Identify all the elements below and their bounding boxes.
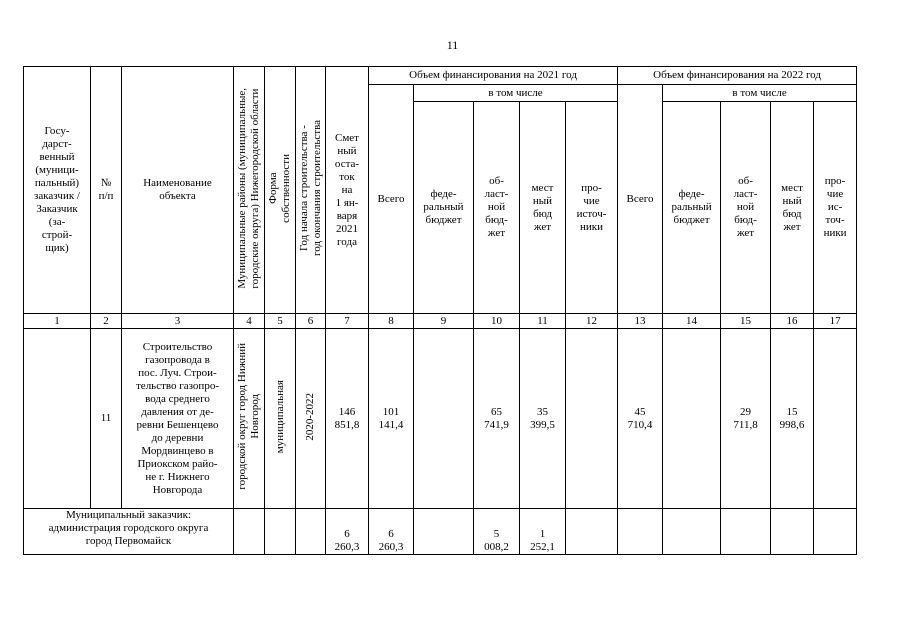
row-district: городской округ город Нижний Новгород bbox=[236, 343, 261, 490]
financing-table bbox=[23, 66, 857, 555]
row-total-2021: 101 141,4 bbox=[369, 329, 414, 509]
row-object-name: Строительство газопровода в пос. Луч. Строи- тельство газопро- вода среднего давления от де- ревни Бешенцево до деревни Мордвинцево в Приокском райо- не г. Нижнего Новгорода bbox=[122, 329, 234, 509]
col-number: 1 bbox=[24, 314, 91, 329]
row-local-2021: 35 399,5 bbox=[520, 329, 566, 509]
page-number: 11 bbox=[446, 38, 459, 52]
summary-empty bbox=[414, 509, 474, 555]
summary-regional-2021: 5 008,2 bbox=[474, 509, 520, 555]
summary-empty bbox=[618, 509, 663, 555]
row-regional-2021: 65 741,9 bbox=[474, 329, 520, 509]
row-federal-2022 bbox=[663, 329, 721, 509]
header-federal-2022: феде- ральный бюджет bbox=[663, 102, 721, 314]
row-local-2022: 15 998,6 bbox=[771, 329, 814, 509]
summary-empty bbox=[814, 509, 857, 555]
header-total-2022: Всего bbox=[618, 85, 663, 314]
col-number: 7 bbox=[326, 314, 369, 329]
col-number: 13 bbox=[618, 314, 663, 329]
row-remainder: 146 851,8 bbox=[326, 329, 369, 509]
summary-empty bbox=[234, 509, 265, 555]
row-other-2021 bbox=[566, 329, 618, 509]
summary-empty bbox=[663, 509, 721, 555]
row-years: 2020-2022 bbox=[304, 392, 316, 441]
col-number: 12 bbox=[566, 314, 618, 329]
summary-empty bbox=[721, 509, 771, 555]
col-number: 4 bbox=[234, 314, 265, 329]
row-federal-2021 bbox=[414, 329, 474, 509]
header-ownership-cell bbox=[265, 67, 296, 314]
col-number: 2 bbox=[91, 314, 122, 329]
col-number: 16 bbox=[771, 314, 814, 329]
col-number: 17 bbox=[814, 314, 857, 329]
row-number: 11 bbox=[91, 329, 122, 509]
header-local-2022: мест ный бюд жет bbox=[771, 102, 814, 314]
row-regional-2022: 29 711,8 bbox=[721, 329, 771, 509]
row-district-cell bbox=[234, 329, 265, 509]
header-years: Год начала строительства - год окончания строительства bbox=[297, 120, 323, 256]
header-ownership: Форма собственности bbox=[267, 153, 292, 223]
row-customer bbox=[24, 329, 91, 509]
col-number: 10 bbox=[474, 314, 520, 329]
header-other-2021: про- чие источ- ники bbox=[566, 102, 618, 314]
header-local-2021: мест ный бюд жет bbox=[520, 102, 566, 314]
col-number: 9 bbox=[414, 314, 474, 329]
row-other-2022 bbox=[814, 329, 857, 509]
header-object-name: Наименование объекта bbox=[122, 67, 234, 314]
row-total-2022: 45 710,4 bbox=[618, 329, 663, 509]
header-customer: Госу- дарст- венный (муници- пальный) заказчик / Заказчик (за- строй- щик) bbox=[24, 67, 91, 314]
header-total-2021: Всего bbox=[369, 85, 414, 314]
header-incl-2022: в том числе bbox=[663, 85, 857, 102]
summary-empty bbox=[296, 509, 326, 555]
header-number: № п/п bbox=[91, 67, 122, 314]
header-districts: Муниципальные районы (муниципальные, городские округа) Нижегородской области bbox=[236, 87, 261, 289]
header-regional-2022: об- ласт- ной бюд- жет bbox=[721, 102, 771, 314]
col-number: 3 bbox=[122, 314, 234, 329]
row-ownership-cell bbox=[265, 329, 296, 509]
summary-row bbox=[24, 509, 857, 555]
table-row bbox=[24, 329, 857, 509]
col-number: 14 bbox=[663, 314, 721, 329]
summary-empty bbox=[771, 509, 814, 555]
header-years-cell bbox=[296, 67, 326, 314]
header-regional-2021: об- ласт- ной бюд- жет bbox=[474, 102, 520, 314]
header-estimated-remainder: Смет ный оста- ток на 1 ян- варя 2021 года bbox=[326, 67, 369, 314]
summary-local-2021: 1 252,1 bbox=[520, 509, 566, 555]
summary-remainder: 6 260,3 bbox=[326, 509, 369, 555]
col-number: 8 bbox=[369, 314, 414, 329]
summary-label: Муниципальный заказчик: администрация городского округа город Первомайск bbox=[24, 509, 234, 555]
row-ownership: муниципальная bbox=[273, 379, 286, 454]
col-number: 5 bbox=[265, 314, 296, 329]
col-number: 6 bbox=[296, 314, 326, 329]
summary-empty bbox=[566, 509, 618, 555]
header-fin-2022: Объем финансирования на 2022 год bbox=[618, 67, 857, 85]
row-years-cell bbox=[296, 329, 326, 509]
header-incl-2021: в том числе bbox=[414, 85, 618, 102]
header-districts-cell bbox=[234, 67, 265, 314]
col-number: 15 bbox=[721, 314, 771, 329]
header-other-2022: про- чие ис- точ- ники bbox=[814, 102, 857, 314]
header-fin-2021: Объем финансирования на 2021 год bbox=[369, 67, 618, 85]
summary-empty bbox=[265, 509, 296, 555]
col-number: 11 bbox=[520, 314, 566, 329]
header-federal-2021: феде- ральный бюджет bbox=[414, 102, 474, 314]
summary-total-2021: 6 260,3 bbox=[369, 509, 414, 555]
column-number-row bbox=[24, 314, 857, 329]
